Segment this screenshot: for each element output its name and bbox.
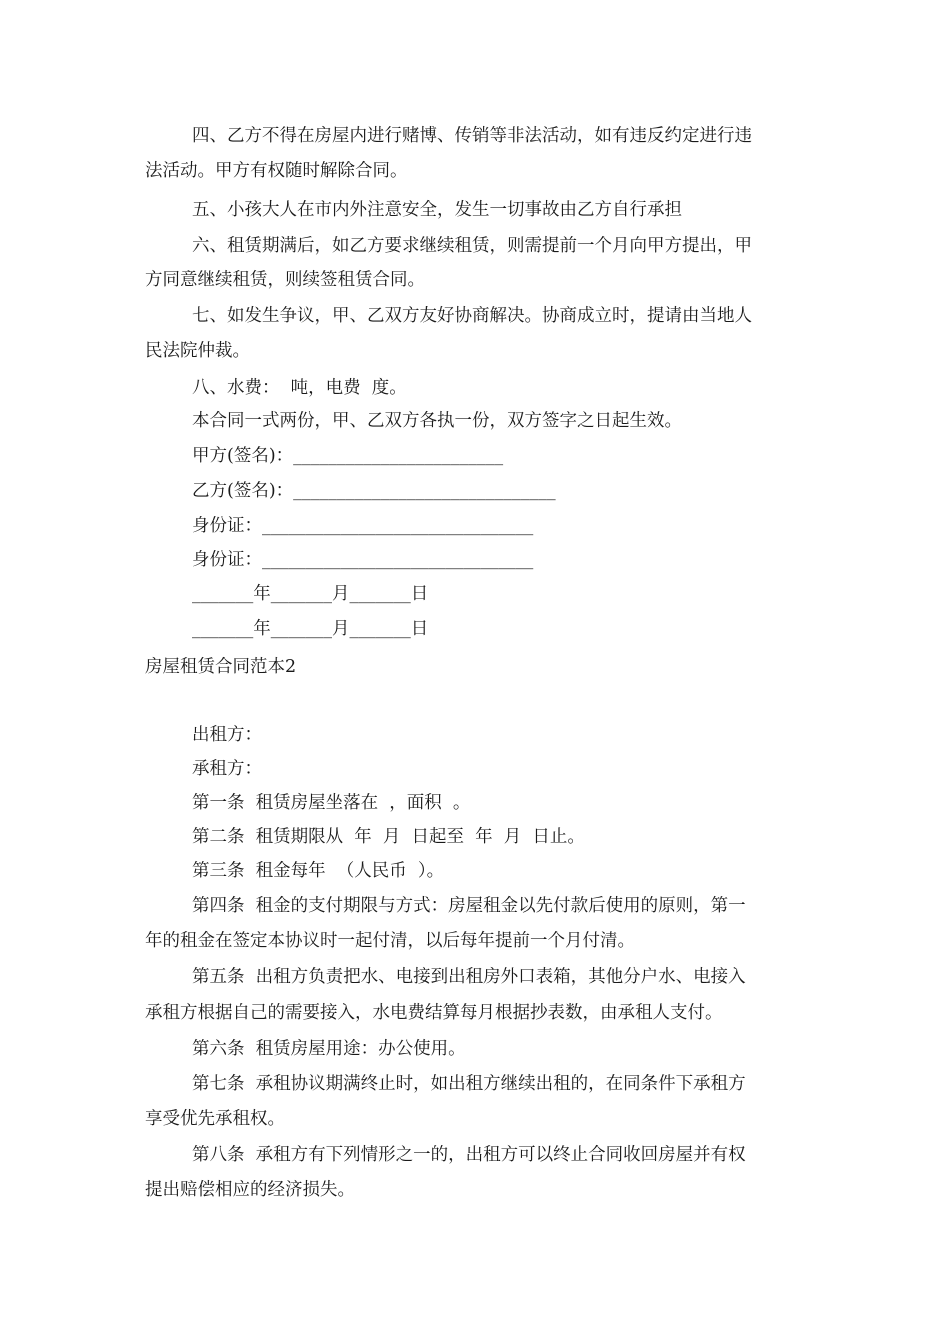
section-title: 房屋租赁合同范本2 <box>145 657 297 677</box>
lessee-label: 承租方： <box>192 759 262 779</box>
article-4-line-2: 年的租金在签定本协议时一起付清，以后每年提前一个月付清。 <box>145 931 635 951</box>
article-6: 第六条 租赁房屋用途：办公使用。 <box>192 1039 466 1059</box>
article-5-line-2: 承租方根据自己的需要接入，水电费结算每月根据抄表数，由承租人支付。 <box>145 1003 723 1023</box>
date-line-1: _______年_______月_______日 <box>192 584 429 604</box>
article-2: 第二条 租赁期限从 年 月 日起至 年 月 日止。 <box>192 827 585 847</box>
clause-6-line-1: 六、租赁期满后，如乙方要求继续租赁，则需提前一个月向甲方提出，甲 <box>192 236 752 256</box>
id-number-2: 身份证：_______________________________ <box>192 550 534 570</box>
article-8-line-2: 提出赔偿相应的经济损失。 <box>145 1180 355 1200</box>
clause-4-line-2: 法活动。甲方有权随时解除合同。 <box>145 161 408 181</box>
party-b-signature: 乙方(签名)：______________________________ <box>192 481 556 501</box>
article-3: 第三条 租金每年 （人民币 ）。 <box>192 861 445 881</box>
article-7-line-1: 第七条 承租协议期满终止时，如出租方继续出租的，在同条件下承租方 <box>192 1074 746 1094</box>
copies-clause: 本合同一式两份，甲、乙双方各执一份，双方签字之日起生效。 <box>192 411 682 431</box>
article-8-line-1: 第八条 承租方有下列情形之一的，出租方可以终止合同收回房屋并有权 <box>192 1145 746 1165</box>
clause-6-line-2: 方同意继续租赁，则续签租赁合同。 <box>145 270 425 290</box>
article-1: 第一条 租赁房屋坐落在 ，面积 。 <box>192 793 471 813</box>
party-a-signature: 甲方(签名)：________________________ <box>192 446 504 466</box>
date-line-2: _______年_______月_______日 <box>192 619 429 639</box>
clause-7-line-1: 七、如发生争议，甲、乙双方友好协商解决。协商成立时，提请由当地人 <box>192 306 752 326</box>
clause-8: 八、水费： 吨，电费 度。 <box>192 378 407 398</box>
clause-7-line-2: 民法院仲裁。 <box>145 341 250 361</box>
lessor-label: 出租方： <box>192 725 262 745</box>
clause-4-line-1: 四、乙方不得在房屋内进行赌博、传销等非法活动，如有违反约定进行违 <box>192 126 752 146</box>
article-7-line-2: 享受优先承租权。 <box>145 1109 285 1129</box>
clause-5: 五、小孩大人在市内外注意安全，发生一切事故由乙方自行承担 <box>192 200 682 220</box>
id-number-1: 身份证：_______________________________ <box>192 516 534 536</box>
article-4-line-1: 第四条 租金的支付期限与方式：房屋租金以先付款后使用的原则，第一 <box>192 896 746 916</box>
article-5-line-1: 第五条 出租方负责把水、电接到出租房外口表箱，其他分户水、电接入 <box>192 967 746 987</box>
